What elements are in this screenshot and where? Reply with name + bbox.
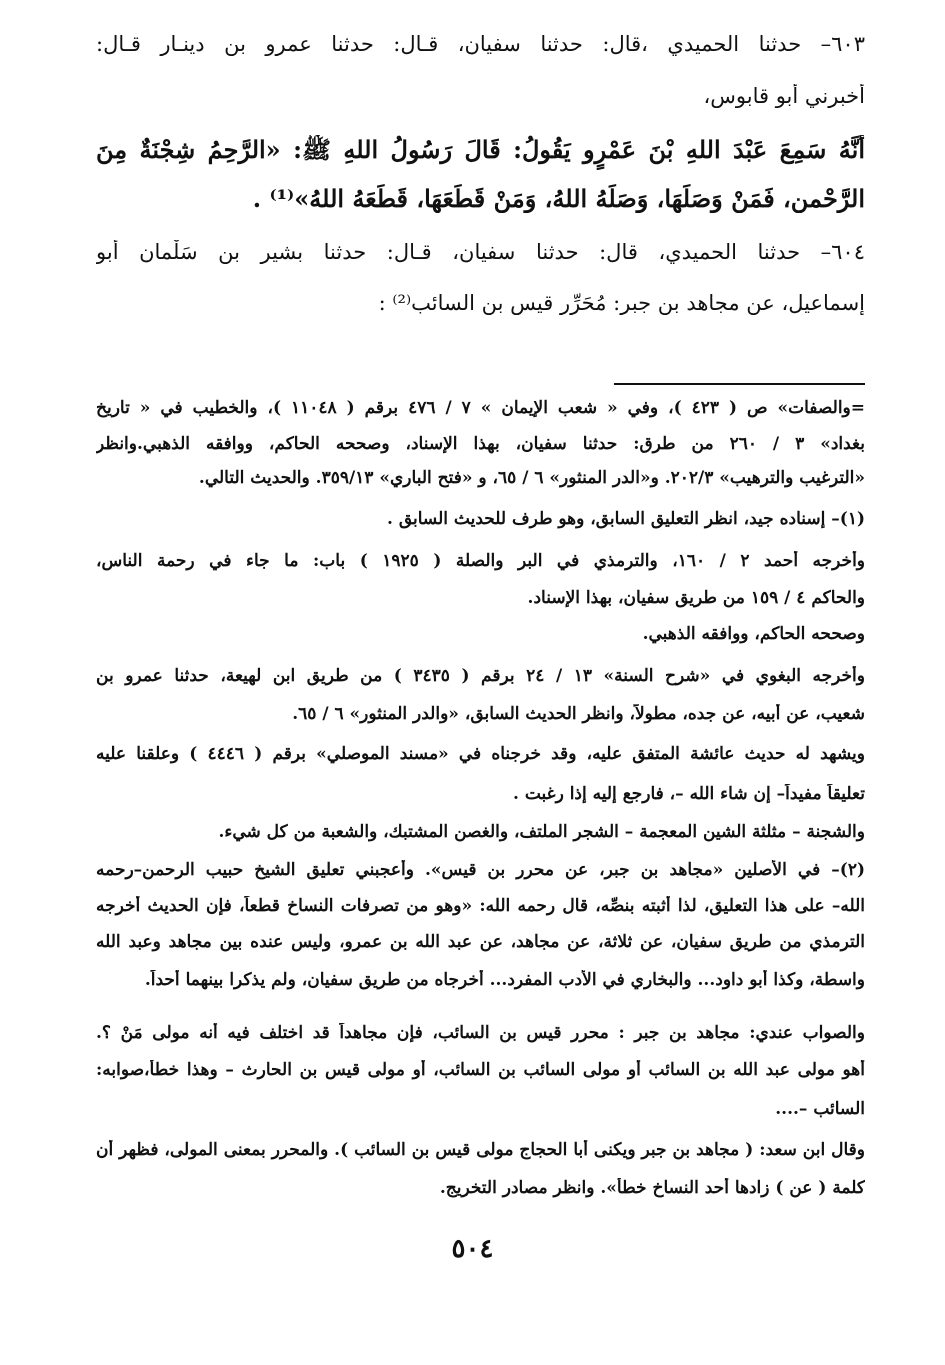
- footnote-2-line: كلمة ( عن ) زادها أحد النساخ خطأً». وانظر مصادر التخريج.: [439, 1178, 865, 1198]
- footnote-1-line: شعيب، عن أبيه، عن جده، مطولاً، وانظر الحديث السابق، «والدر المنثور» ٦ / ٦٥.: [292, 704, 865, 724]
- footnote-2-line: الله– على هذا التعليق، لذا أثبته بنصِّه، قال رحمه الله: «وهو من تصرفات النساخ قطعاً، فإن الحديث أخرجه: [96, 896, 865, 916]
- footnote-line: =والصفات» ص ( ٤٢٣ )، وفي « شعب الإيمان » ٧ / ٤٧٦ برقم ( ١١٠٤٨ )، والخطيب في « تاريخ: [96, 398, 865, 418]
- footnote-1-line: ويشهد له حديث عائشة المتفق عليه، وقد خرجناه في «مسند الموصلي» برقم ( ٤٤٤٦ ) وعلقنا عليه: [96, 744, 865, 764]
- hadith-603-matn-line-1: أَنَّهُ سَمِعَ عَبْدَ اللهِ بْنَ عَمْرٍو يَقُولُ: قَالَ رَسُولُ اللهِ ﷺ: «الرَّحِمُ شِجْنَةٌ مِنَ: [96, 135, 865, 164]
- page-number: ٥٠٤: [451, 1234, 494, 1264]
- footnote-1-line: وأخرجه أحمد ٢ / ١٦٠، والترمذي في البر والصلة ( ١٩٢٥ ) باب: ما جاء في رحمة الناس،: [96, 551, 865, 571]
- footnote-1-line: والحاكم ٤ / ١٥٩ من طريق سفيان، بهذا الإسناد.: [527, 588, 865, 608]
- footnote-1-line: وصححه الحاكم، ووافقه الذهبي.: [642, 624, 865, 644]
- footnote-2-line: والصواب عندي: مجاهد بن جبر : محرر قيس بن السائب، فإن مجاهداً قد اختلف فيه أنه مولى مَنْ ؟.: [96, 1023, 865, 1043]
- hadith-603-line-1: ٦٠٣– حدثنا الحميدي ،قال: حدثنا سفيان، قـال: حدثنا عمرو بن دينـار قـال:: [96, 32, 865, 56]
- footnote-line: بغداد» ٣ / ٢٦٠ من طرق: حدثنا سفيان، بهذا الإسناد، وصححه الحاكم، ووافقه الذهبي.وانظر: [96, 434, 865, 454]
- footnote-line: «الترغيب والترهيب» ٢٠٢/٣. و«الدر المنثور» ٦ / ٦٥، و «فتح الباري» ٣٥٩/١٣. والحديث التالي.: [198, 468, 865, 488]
- hadith-603-matn-line-2: الرَّحْمنِ، فَمَنْ وَصَلَهَا، وَصَلَهُ اللهُ، وَمَنْ قَطَعَهَا، قَطَعَهُ اللهُ»⁽¹⁾ .: [252, 184, 865, 213]
- footnote-1-line: والشجنة – مثلثة الشين المعجمة – الشجر الملتف، والغصن المشتبك، والشعبة من كل شيء.: [218, 822, 865, 842]
- hadith-603-line-2: أخبرني أبو قابوس،: [703, 84, 865, 108]
- hadith-604-line-1: ٦٠٤– حدثنا الحميدي، قال: حدثنا سفيان، قـال: حدثنا بشير بن سَلْمان أبو: [96, 240, 865, 264]
- footnote-2-line: الترمذي من طريق سفيان، عن ثلاثة، عن مجاهد، عن عبد الله بن عمرو، وليس عنده بين مجاهد وعبد الله: [96, 932, 865, 952]
- hadith-604-line-2: إسماعيل، عن مجاهد بن جبر: مُحَرِّرٍ قيس بن السائب⁽²⁾ :: [378, 291, 865, 315]
- footnote-2-line: واسطة، وكذا أبو داود... والبخاري في الأدب المفرد... أخرجاه من طريق سفيان، ولم يذكرا بينهما أحداً.: [144, 970, 865, 990]
- footnote-1-line: تعليقاً مفيداً– إن شاء الله –، فارجع إليه إذا رغبت .: [513, 784, 865, 804]
- footnote-1-line: وأخرجه البغوي في «شرح السنة» ١٣ / ٢٤ برقم ( ٣٤٣٥ ) من طريق ابن لهيعة، حدثنا عمرو بن: [96, 666, 865, 686]
- footnote-separator: [614, 383, 865, 385]
- footnote-2-line: السائب –....: [775, 1099, 865, 1119]
- footnote-2-line: أهو مولى عبد الله بن السائب أو مولى السائب بن السائب، أو مولى قيس بن الحارث – وهذا خطأ،صوابه:: [96, 1060, 865, 1080]
- footnote-2-line: وقال ابن سعد: ( مجاهد بن جبر ويكنى أبا الحجاج مولى قيس بن السائب ). والمحرر بمعنى المولى، فظهر أن: [96, 1140, 865, 1160]
- footnote-2-line: (٢)– في الأصلين «مجاهد بن جبر، عن محرر بن قيس». وأعجبني تعليق الشيخ حبيب الرحمن–رحمه: [96, 860, 865, 880]
- footnote-1-line: (١)– إسناده جيد، انظر التعليق السابق، وهو طرف للحديث السابق .: [386, 509, 865, 529]
